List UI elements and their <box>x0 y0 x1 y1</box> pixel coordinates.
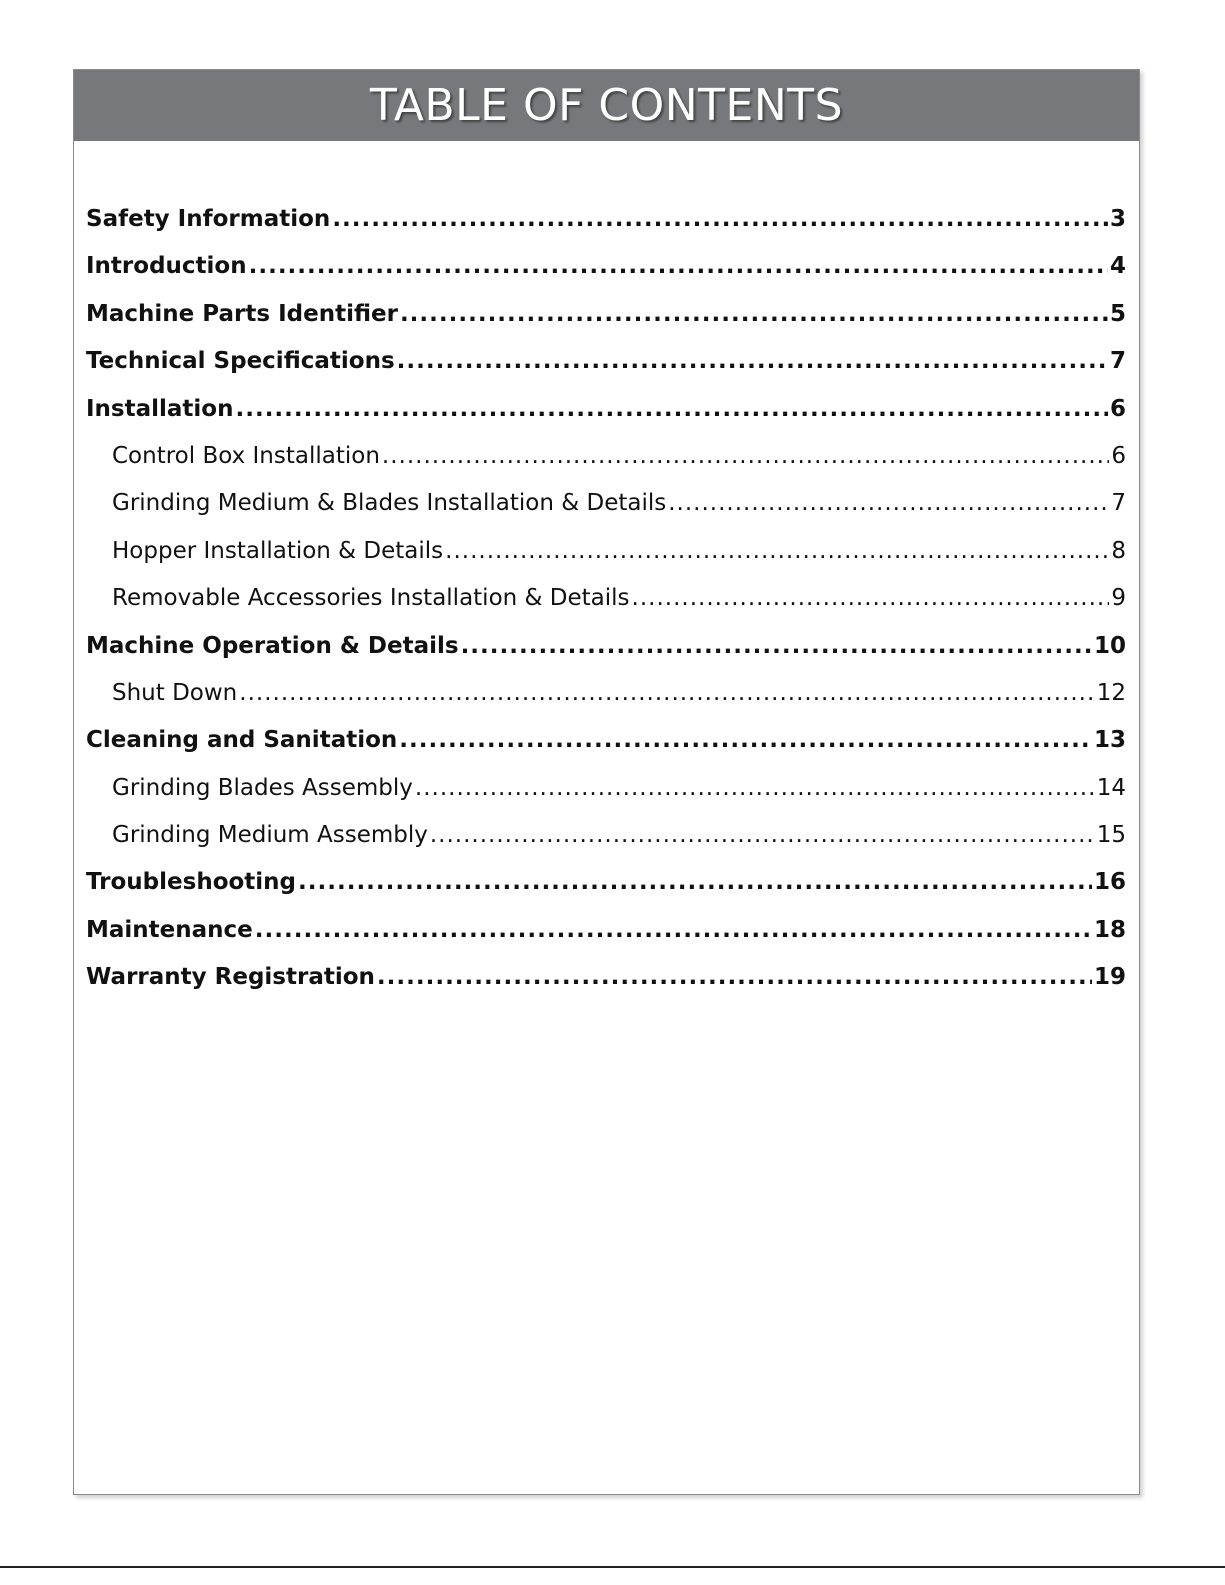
toc-entry-control-box-installation[interactable] <box>86 443 1126 490</box>
toc-entry-machine-operation[interactable] <box>86 633 1126 680</box>
toc-entry-title: Technical Specifications <box>86 348 395 375</box>
toc-entry-title: Grinding Medium & Blades Installation & Details <box>112 490 667 517</box>
toc-entry-cleaning-and-sanitation[interactable] <box>86 727 1126 774</box>
toc-leader-dots <box>377 964 1092 990</box>
toc-entry-title: Cleaning and Sanitation <box>86 727 398 754</box>
page-title: TABLE OF CONTENTS <box>369 80 844 131</box>
toc-entry-safety-information[interactable] <box>86 206 1126 253</box>
toc-entry-grinding-medium-blades-installation[interactable] <box>86 490 1126 537</box>
toc-entry-title: Troubleshooting <box>86 869 297 896</box>
toc-entry-page: 16 <box>1093 869 1126 896</box>
toc-entry-title: Control Box Installation <box>112 442 380 469</box>
toc-entry-page: 18 <box>1093 916 1126 943</box>
toc-entry-page: 19 <box>1093 964 1126 991</box>
toc-entry-machine-parts-identifier[interactable] <box>86 301 1126 348</box>
toc-leader-dots <box>399 727 1092 753</box>
toc-entry-page: 10 <box>1093 632 1126 659</box>
toc-entry-title: Warranty Registration <box>86 964 375 991</box>
toc-entry-installation[interactable] <box>86 396 1126 443</box>
toc-entry-page: 6 <box>1111 442 1126 469</box>
toc-leader-dots <box>445 538 1109 564</box>
toc-entry-title: Introduction <box>86 253 247 280</box>
toc-entry-introduction[interactable] <box>86 253 1126 300</box>
toc-leader-dots <box>397 348 1108 374</box>
toc-entry-page: 7 <box>1111 490 1126 517</box>
toc-leader-dots <box>298 869 1092 895</box>
toc-entry-title: Machine Operation & Details <box>86 632 459 659</box>
toc-leader-dots <box>461 633 1092 659</box>
toc-entry-title: Shut Down <box>112 679 238 706</box>
toc-entry-page: 12 <box>1096 679 1126 706</box>
toc-leader-dots <box>632 585 1110 611</box>
toc-entry-page: 14 <box>1096 774 1126 801</box>
toc-entry-page: 4 <box>1109 253 1126 280</box>
toc-entry-page: 9 <box>1111 585 1126 612</box>
toc-entry-page: 8 <box>1111 537 1126 564</box>
toc-entry-grinding-blades-assembly[interactable] <box>86 775 1126 822</box>
toc-entry-title: Grinding Medium Assembly <box>112 822 428 849</box>
toc-entry-title: Maintenance <box>86 916 253 943</box>
toc-leader-dots <box>415 775 1095 801</box>
toc-leader-dots <box>430 822 1095 848</box>
toc-entry-title: Installation <box>86 395 234 422</box>
toc-leader-dots <box>235 396 1108 422</box>
toc-entry-title: Machine Parts Identifier <box>86 300 398 327</box>
toc-entry-maintenance[interactable] <box>86 917 1126 964</box>
toc-entry-page: 5 <box>1109 300 1126 327</box>
toc-leader-dots <box>382 443 1109 469</box>
toc-entry-troubleshooting[interactable] <box>86 869 1126 916</box>
toc-leader-dots <box>255 917 1092 943</box>
toc-entry-hopper-installation[interactable] <box>86 538 1126 585</box>
toc-entry-shut-down[interactable] <box>86 680 1126 727</box>
bottom-divider <box>0 1566 1225 1568</box>
toc-entry-page: 15 <box>1096 822 1126 849</box>
toc-entry-page: 6 <box>1109 395 1126 422</box>
toc-entry-title: Removable Accessories Installation & Details <box>112 585 630 612</box>
toc-entry-grinding-medium-assembly[interactable] <box>86 822 1126 869</box>
toc-leader-dots <box>249 253 1108 279</box>
toc-leader-dots <box>332 206 1108 232</box>
toc-entry-removable-accessories-installation[interactable] <box>86 585 1126 632</box>
toc-leader-dots <box>239 680 1094 706</box>
document-page <box>73 69 1140 1495</box>
toc-entry-technical-specifications[interactable] <box>86 348 1126 395</box>
table-of-contents <box>86 206 1126 1012</box>
toc-entry-title: Hopper Installation & Details <box>112 537 444 564</box>
toc-entry-title: Grinding Blades Assembly <box>112 774 413 801</box>
toc-entry-title: Safety Information <box>86 206 331 232</box>
toc-entry-page: 3 <box>1109 206 1126 232</box>
toc-leader-dots <box>400 301 1108 327</box>
toc-entry-page: 7 <box>1109 348 1126 375</box>
toc-entry-page: 13 <box>1093 727 1126 754</box>
toc-leader-dots <box>668 490 1109 516</box>
toc-entry-warranty-registration[interactable] <box>86 964 1126 1011</box>
title-banner <box>74 70 1139 141</box>
